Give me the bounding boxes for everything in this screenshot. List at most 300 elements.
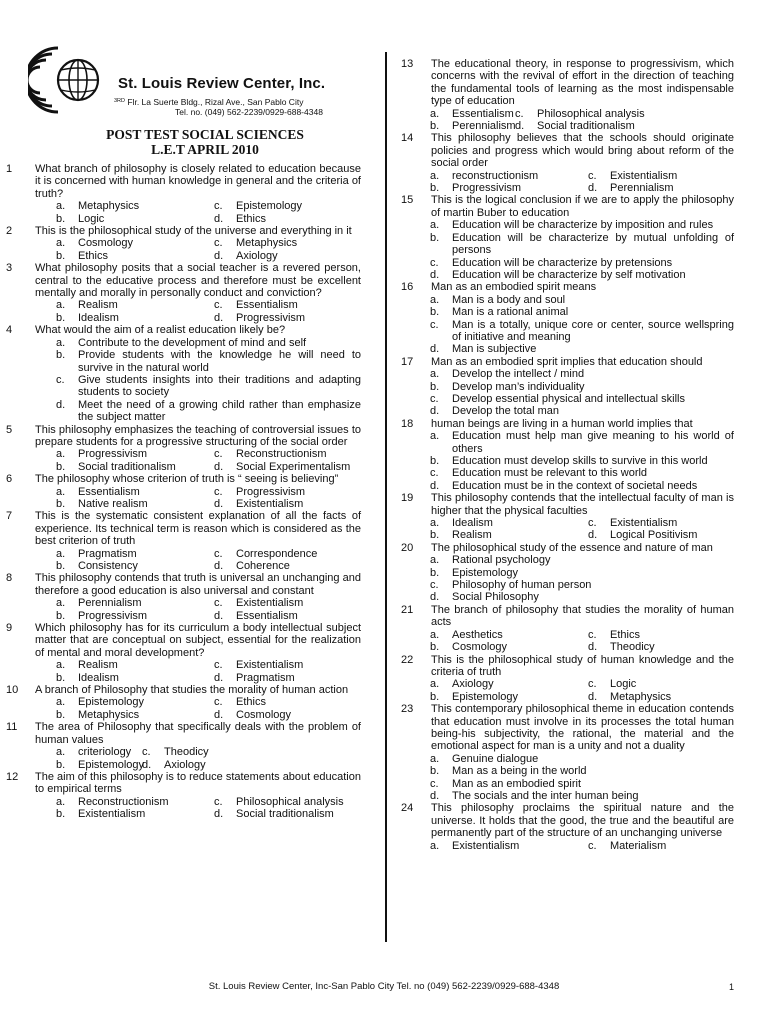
question-item — [401, 654, 734, 704]
option-letter: a. — [430, 628, 440, 641]
answer-option — [56, 237, 214, 249]
option-text: Man is a totally, unique core or center, source wellspring of initiative and meaning — [452, 318, 734, 343]
option-text: Axiology — [164, 758, 206, 771]
answer-option — [56, 597, 214, 609]
answer-option — [6, 399, 361, 424]
option-letter: a. — [56, 237, 66, 250]
answer-option-row — [401, 108, 734, 120]
option-letter: b. — [430, 690, 440, 703]
answer-option — [430, 678, 588, 690]
answer-option — [56, 299, 214, 311]
option-text: Existentialism — [452, 839, 520, 852]
answer-option — [214, 659, 303, 671]
question-number: 3 — [6, 262, 13, 275]
answer-option — [214, 200, 302, 212]
question-row — [6, 771, 361, 796]
answer-option — [56, 560, 214, 572]
option-letter: c. — [214, 696, 223, 709]
answer-option-row — [401, 691, 734, 703]
option-text: Progressivism — [78, 448, 148, 461]
option-letter: c. — [430, 392, 439, 405]
option-text: Essentialism — [236, 299, 298, 312]
option-text: Education will be characterize by imposition and rules — [452, 219, 714, 232]
option-letter: b. — [430, 380, 440, 393]
option-text: Develop man’s individuality — [452, 380, 585, 393]
answer-option — [214, 448, 326, 460]
answer-option — [214, 597, 303, 609]
question-item — [401, 492, 734, 542]
option-letter: c. — [588, 169, 597, 182]
answer-option-row — [6, 659, 361, 671]
answer-option — [588, 182, 674, 194]
option-text: Develop the total man — [452, 405, 560, 418]
answer-option — [214, 299, 298, 311]
option-text: criteriology — [78, 746, 132, 759]
question-text: A branch of Philosophy that studies the morality of human action — [35, 684, 349, 697]
option-text: Perennialism — [610, 182, 674, 195]
option-letter: d. — [214, 311, 224, 324]
question-text: The area of Philosophy that specifically deals with the problem of human values — [35, 721, 361, 746]
option-letter: b. — [56, 349, 66, 362]
option-letter: b. — [56, 460, 66, 473]
option-text: Man is a rational animal — [452, 306, 569, 319]
answer-option — [214, 796, 344, 808]
footer-text: St. Louis Review Center, Inc-San Pablo City Tel. no (049) 562-2239/0929-688-4348 — [208, 981, 560, 992]
answer-option — [214, 461, 350, 473]
option-text: reconstructionism — [452, 169, 539, 182]
question-item — [6, 262, 361, 324]
option-text: Social Philosophy — [452, 591, 539, 604]
question-text: What branch of philosophy is closely related to education because it is concerned with human knowledge in general and the criteria of truth? — [35, 163, 361, 200]
option-letter: c. — [56, 373, 65, 386]
option-letter: b. — [430, 529, 440, 542]
answer-option — [56, 200, 214, 212]
option-letter: c. — [430, 467, 439, 480]
answer-option — [588, 629, 640, 641]
option-text: Metaphysics — [236, 237, 298, 250]
question-text: This philosophy contends that truth is universal an unchanging and therefore a good education is also universal and constant — [35, 572, 361, 597]
option-letter: b. — [430, 641, 440, 654]
option-text: Perennialism — [452, 120, 516, 133]
question-text: The educational theory, in response to progressivism, which concerns with the revival of effort in the direction of teaching the fundamental tools of learning as the most indispensable type of education — [431, 58, 734, 108]
answer-option — [401, 405, 734, 417]
question-number: 24 — [401, 802, 414, 815]
option-letter: b. — [56, 758, 66, 771]
option-letter: a. — [56, 485, 66, 498]
answer-option-row — [401, 517, 734, 529]
question-item — [6, 424, 361, 474]
header — [28, 40, 373, 120]
question-text: This philosophy believes that the schools should originate policies and progress which would bring about reform of the social order — [431, 132, 734, 170]
option-letter: a. — [430, 107, 440, 120]
option-letter: a. — [430, 293, 440, 306]
question-item — [6, 473, 361, 510]
question-text: The branch of philosophy that studies the morality of human acts — [431, 603, 734, 629]
option-letter: a. — [56, 746, 66, 759]
question-row — [401, 281, 734, 293]
question-item — [401, 703, 734, 802]
option-letter: a. — [56, 200, 66, 213]
answer-option — [430, 108, 515, 120]
option-text: Consistency — [78, 560, 138, 572]
question-text: human beings are living in a human world implies that — [431, 417, 693, 430]
question-text: Man as an embodied spirit means — [431, 281, 597, 294]
option-text: Essentialism — [452, 107, 514, 120]
answer-option — [56, 709, 214, 721]
option-letter: a. — [56, 795, 66, 808]
option-letter: c. — [214, 547, 223, 560]
answer-option — [214, 237, 297, 249]
option-text: Ethics — [78, 249, 108, 262]
question-item — [401, 356, 734, 418]
answer-option-row — [6, 672, 361, 684]
answer-option — [56, 213, 214, 225]
answer-option-row — [6, 200, 361, 212]
address-text: Flr. La Suerte Bldg., Rizal Ave., San Pablo City — [125, 97, 304, 107]
option-text: Social Experimentalism — [236, 460, 351, 473]
option-text: Epistemology — [78, 696, 145, 709]
question-row — [6, 225, 361, 237]
answer-option — [214, 498, 303, 510]
option-text: Perennialism — [78, 597, 142, 610]
answer-option — [401, 467, 734, 479]
question-row — [401, 542, 734, 554]
answer-option-row — [6, 796, 361, 808]
column-divider — [385, 52, 387, 942]
option-text: Ethics — [236, 696, 266, 709]
answer-option — [214, 808, 334, 820]
option-letter: c. — [430, 318, 439, 331]
option-text: Metaphysics — [610, 690, 672, 703]
option-letter: d. — [214, 609, 224, 622]
answer-option — [56, 659, 214, 671]
option-text: Essentialism — [78, 485, 140, 498]
question-item — [6, 572, 361, 622]
option-text: Epistemology — [236, 200, 303, 213]
answer-option — [401, 269, 734, 281]
option-text: Epistemology — [452, 690, 519, 703]
option-letter: c. — [214, 200, 223, 213]
answer-option — [214, 696, 266, 708]
option-text: Realism — [78, 659, 118, 672]
option-letter: d. — [430, 405, 440, 418]
option-letter: d. — [430, 268, 440, 281]
option-text: Coherence — [236, 560, 290, 572]
question-row — [401, 492, 734, 517]
option-text: Existentialism — [236, 497, 304, 510]
question-item — [6, 771, 361, 821]
answer-option — [214, 486, 305, 498]
option-text: Education will be characterize by pretensions — [452, 256, 673, 269]
answer-option — [401, 778, 734, 790]
question-number: 15 — [401, 194, 414, 207]
question-row — [401, 802, 734, 839]
option-letter: d. — [214, 808, 224, 821]
option-text: Existentialism — [78, 808, 146, 821]
answer-option — [56, 746, 142, 758]
option-letter: d. — [430, 343, 440, 356]
answer-option — [214, 548, 317, 560]
question-item — [6, 163, 361, 225]
option-letter: c. — [214, 597, 223, 610]
question-number: 16 — [401, 281, 414, 294]
question-number: 18 — [401, 417, 414, 430]
answer-option-row — [6, 250, 361, 262]
answer-option — [430, 641, 588, 653]
option-letter: c. — [515, 107, 524, 120]
option-text: Idealism — [78, 671, 119, 684]
option-text: Social traditionalism — [537, 120, 635, 133]
answer-option-row — [6, 448, 361, 460]
option-text: Cosmology — [236, 708, 292, 721]
answer-option — [56, 548, 214, 560]
answer-option — [401, 753, 734, 765]
option-text: Metaphysics — [78, 708, 140, 721]
option-text: Theodicy — [164, 746, 209, 759]
option-letter: c. — [430, 777, 439, 790]
option-letter: b. — [56, 708, 66, 721]
option-text: Man is a body and soul — [452, 293, 566, 306]
question-text: This is the philosophical study of the universe and everything in it — [35, 225, 352, 238]
question-item — [6, 684, 361, 721]
answer-option-row — [6, 597, 361, 609]
question-text: This contemporary philosophical theme in education contends that education must involve in its processes the total human being-his subjectivity, the rational, the material and the emotional aspect for man is a unity and not a duality — [431, 703, 734, 753]
question-row — [401, 194, 734, 219]
option-letter: a. — [56, 597, 66, 610]
option-text: Develop the intellect / mind — [452, 368, 585, 381]
question-item — [401, 194, 734, 281]
option-text: Correspondence — [236, 547, 318, 560]
answer-option-row — [6, 498, 361, 510]
answer-option — [214, 560, 290, 572]
option-text: Social traditionalism — [236, 808, 334, 821]
question-number: 7 — [6, 510, 13, 523]
option-letter: d. — [214, 708, 224, 721]
option-letter: c. — [142, 746, 151, 759]
option-letter: b. — [430, 120, 440, 133]
question-text: What philosophy posits that a social teacher is a revered person, central to the educative process and therefore must be excellent mentally and morally in personally conduct and conviction? — [35, 262, 361, 300]
question-row — [401, 654, 734, 679]
question-text: Man as an embodied sprit implies that education should — [431, 355, 703, 368]
answer-option-row — [401, 529, 734, 541]
option-text: Logical Positivism — [610, 529, 698, 542]
answer-option-row — [401, 840, 734, 852]
question-row — [6, 684, 361, 696]
answer-option — [401, 294, 734, 306]
question-number: 11 — [6, 721, 18, 734]
option-letter: a. — [430, 752, 440, 765]
center-telephone: Tel. no. (049) 562-2239/0929-688-4348 — [175, 107, 323, 117]
option-text: Philosophical analysis — [537, 107, 645, 120]
option-letter: c. — [430, 579, 439, 592]
floor-superscript: 3RD — [114, 98, 126, 104]
answer-option — [588, 678, 636, 690]
answer-option — [588, 641, 655, 653]
answer-option — [430, 691, 588, 703]
option-text: Existentialism — [236, 659, 304, 672]
answer-option — [56, 610, 214, 622]
option-letter: a. — [430, 368, 440, 381]
question-number: 20 — [401, 541, 414, 554]
option-letter: d. — [214, 212, 224, 225]
answer-option-row — [401, 170, 734, 182]
option-letter: a. — [56, 659, 66, 672]
answer-option — [401, 232, 734, 257]
answer-option — [401, 579, 734, 591]
option-text: Logic — [610, 678, 637, 691]
option-text: Native realism — [78, 497, 148, 510]
answer-option — [588, 840, 666, 852]
question-text: The aim of this philosophy is to reduce statements about education to empirical terms — [35, 770, 361, 796]
question-item — [6, 721, 361, 771]
answer-option — [430, 517, 588, 529]
question-text: This philosophy contends that the intellectual faculty of man is higher that the physical faculties — [431, 492, 734, 517]
answer-option — [401, 393, 734, 405]
answer-option — [515, 108, 645, 120]
option-text: Develop essential physical and intellectual skills — [452, 392, 685, 405]
answer-option — [401, 219, 734, 231]
option-text: Education must develop skills to survive in this world — [452, 455, 708, 467]
option-text: Axiology — [452, 678, 494, 691]
answer-option-row — [6, 696, 361, 708]
option-text: Existentialism — [610, 517, 678, 530]
answer-option — [588, 517, 677, 529]
option-letter: b. — [56, 671, 66, 684]
option-letter: a. — [430, 517, 440, 530]
option-letter: d. — [515, 120, 525, 133]
question-text: This philosophy emphasizes the teaching of controversial issues to prepare students for a progressive structuring of the social order — [35, 423, 361, 448]
page-number: 1 — [728, 982, 734, 992]
answer-option-row — [401, 182, 734, 194]
answer-option — [430, 170, 588, 182]
question-item — [401, 542, 734, 604]
option-letter: a. — [56, 299, 66, 312]
option-text: Logic — [78, 212, 105, 225]
question-number: 13 — [401, 58, 414, 70]
answer-option — [214, 213, 266, 225]
question-text: This philosophy proclaims the spiritual nature and the universe. It holds that the good, the true and the beautiful are permanently part of the structure of an unchanging universe — [431, 802, 734, 840]
question-item — [401, 418, 734, 492]
option-letter: d. — [588, 690, 598, 703]
answer-option — [401, 368, 734, 380]
option-letter: b. — [430, 566, 440, 579]
question-number: 17 — [401, 355, 414, 368]
answer-option — [56, 250, 214, 262]
answer-option-row — [6, 237, 361, 249]
option-letter: c. — [588, 628, 597, 641]
title-line-2: L.E.T APRIL 2010 — [151, 142, 259, 157]
option-letter: c. — [214, 659, 223, 672]
question-row — [6, 163, 361, 200]
answer-option — [401, 765, 734, 777]
question-number: 22 — [401, 653, 414, 666]
question-row — [6, 473, 361, 485]
option-letter: d. — [56, 398, 66, 411]
answer-option-row — [6, 610, 361, 622]
option-text: Reconstructionism — [236, 448, 327, 461]
option-text: Progressivism — [78, 609, 148, 622]
answer-option-row — [6, 560, 361, 572]
question-number: 21 — [401, 603, 414, 616]
question-row — [401, 703, 734, 753]
option-text: Materialism — [610, 839, 667, 852]
question-number: 14 — [401, 132, 414, 145]
option-letter: d. — [588, 641, 598, 654]
option-text: Metaphysics — [78, 200, 140, 213]
question-item — [401, 802, 734, 852]
document-title — [40, 127, 370, 157]
answer-option — [142, 759, 206, 771]
option-text: Social traditionalism — [78, 460, 176, 473]
question-item — [6, 622, 361, 684]
option-letter: b. — [56, 311, 66, 324]
option-text: Theodicy — [610, 641, 655, 654]
answer-option — [6, 349, 361, 374]
question-item — [401, 281, 734, 355]
question-text: The philosophical study of the essence and nature of man — [431, 541, 713, 554]
option-letter: a. — [56, 547, 66, 560]
option-text: Give students insights into their traditions and adapting students to society — [78, 373, 361, 399]
question-number: 5 — [6, 423, 13, 436]
answer-option — [588, 170, 677, 182]
option-letter: a. — [56, 696, 66, 709]
question-number: 10 — [6, 684, 19, 697]
center-name: St. Louis Review Center, Inc. — [118, 75, 326, 92]
answer-option-row — [6, 461, 361, 473]
option-text: Idealism — [78, 311, 119, 324]
option-text: Ethics — [236, 212, 266, 225]
question-item — [6, 324, 361, 423]
option-letter: c. — [214, 795, 223, 808]
option-letter: c. — [588, 678, 597, 691]
option-letter: c. — [214, 448, 223, 461]
question-number: 2 — [6, 225, 13, 238]
right-question-column — [401, 58, 734, 852]
question-row — [6, 262, 361, 299]
option-letter: b. — [56, 212, 66, 225]
answer-option — [401, 790, 734, 802]
option-letter: d. — [214, 249, 224, 262]
option-text: Realism — [452, 529, 492, 542]
answer-option — [401, 343, 734, 355]
answer-option-row — [6, 486, 361, 498]
answer-option — [214, 709, 291, 721]
option-letter: d. — [430, 789, 440, 802]
option-letter: c. — [214, 485, 223, 498]
answer-option-row — [401, 641, 734, 653]
question-number: 1 — [6, 163, 13, 175]
question-text: This is the systematic consistent explanation of all the facts of experience. Its technical term is reason which is considered as the best criterion of truth — [35, 510, 361, 548]
answer-option — [401, 430, 734, 455]
option-text: Rational psychology — [452, 554, 551, 567]
option-text: Man as a being in the world — [452, 765, 587, 778]
answer-option-row — [6, 312, 361, 324]
answer-option — [430, 629, 588, 641]
option-text: Education will be characterize by mutual unfolding of persons — [452, 231, 734, 257]
option-text: Existentialism — [610, 169, 678, 182]
option-text: Provide students with the knowledge he will need to survive in the natural world — [78, 349, 361, 374]
question-item — [6, 510, 361, 572]
option-text: Existentialism — [236, 597, 304, 610]
option-letter: d. — [430, 479, 440, 492]
option-letter: a. — [56, 448, 66, 461]
option-letter: b. — [430, 306, 440, 319]
option-text: Progressivism — [236, 485, 306, 498]
answer-option — [142, 746, 209, 758]
answer-option — [56, 498, 214, 510]
question-text: This is the logical conclusion if we are to apply the philosophy of martin Buber to education — [431, 194, 734, 219]
question-row — [6, 324, 361, 336]
